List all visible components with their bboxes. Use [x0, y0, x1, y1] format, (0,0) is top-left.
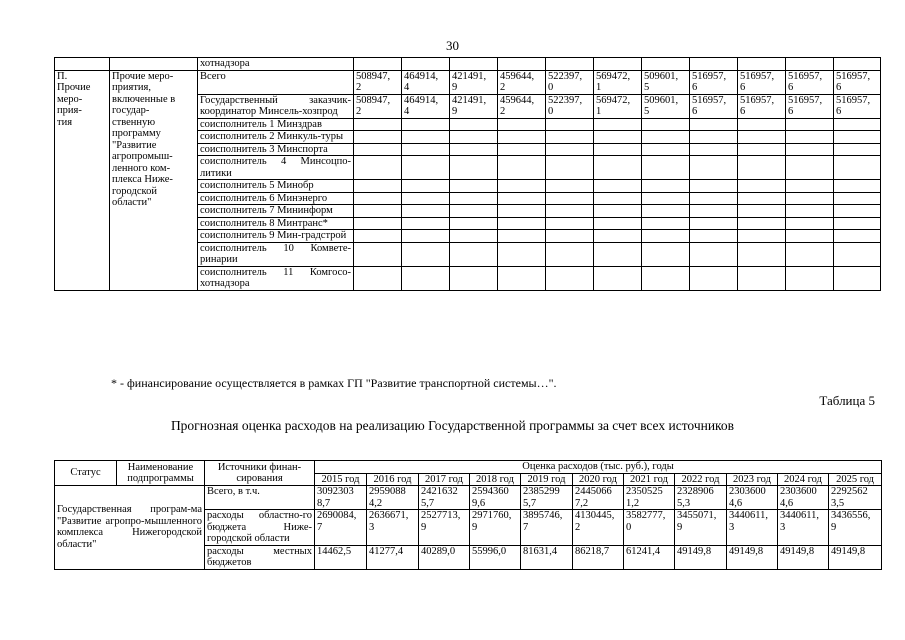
value-cell [498, 242, 546, 266]
value-cell [594, 180, 642, 193]
value-cell: 2527713, 9 [419, 510, 470, 546]
value-cell: 516957, 6 [690, 70, 738, 94]
value-cell [546, 143, 594, 156]
value-cell [738, 118, 786, 131]
value-cell [594, 156, 642, 180]
value-cell [450, 131, 498, 144]
value-cell: 509601, 5 [642, 70, 690, 94]
value-cell [834, 242, 881, 266]
value-cell [450, 118, 498, 131]
value-cell [546, 217, 594, 230]
value-cell: 2636671, 3 [367, 510, 419, 546]
value-cell [642, 205, 690, 218]
value-cell [450, 230, 498, 243]
value-cell [786, 156, 834, 180]
value-cell: 2959088 4,2 [367, 486, 419, 510]
value-cell: 2594360 9,6 [470, 486, 521, 510]
value-cell: 569472, 1 [594, 70, 642, 94]
value-cell [354, 192, 402, 205]
source-label: Всего [198, 70, 354, 94]
value-cell [402, 230, 450, 243]
value-cell: 516957, 6 [834, 70, 881, 94]
value-cell [642, 192, 690, 205]
value-cell [402, 205, 450, 218]
value-cell: 49149,8 [829, 545, 882, 569]
value-cell: 2421632 5,7 [419, 486, 470, 510]
value-cell: 61241,4 [624, 545, 675, 569]
table-row [55, 486, 882, 510]
value-cell [834, 131, 881, 144]
value-cell [498, 192, 546, 205]
value-cell: 40289,0 [419, 545, 470, 569]
source-label: соисполнитель 3 Минспорта [198, 143, 354, 156]
value-cell [642, 242, 690, 266]
value-cell [690, 58, 738, 71]
value-cell [594, 58, 642, 71]
value-cell [594, 143, 642, 156]
value-cell: 2303600 4,6 [727, 486, 778, 510]
value-cell [594, 205, 642, 218]
source-label: соисполнитель 8 Минтранс* [198, 217, 354, 230]
value-cell [402, 180, 450, 193]
value-cell [546, 180, 594, 193]
value-cell: 464914, 4 [402, 70, 450, 94]
value-cell [402, 266, 450, 290]
value-cell: 2971760, 9 [470, 510, 521, 546]
value-cell [498, 217, 546, 230]
value-cell: 2292562 3,5 [829, 486, 882, 510]
value-cell: 508947, 2 [354, 94, 402, 118]
value-cell [690, 217, 738, 230]
year-header: 2018 год [470, 473, 521, 486]
value-cell [354, 266, 402, 290]
value-cell: 459644, 2 [498, 70, 546, 94]
value-cell: 3440611, 3 [778, 510, 829, 546]
value-cell [354, 58, 402, 71]
value-cell: 49149,8 [778, 545, 829, 569]
value-cell: 569472, 1 [594, 94, 642, 118]
value-cell: 2445066 7,2 [573, 486, 624, 510]
value-cell: 81631,4 [521, 545, 573, 569]
year-header: 2016 год [367, 473, 419, 486]
value-cell [786, 180, 834, 193]
value-cell: 86218,7 [573, 545, 624, 569]
value-cell [834, 192, 881, 205]
value-cell [834, 180, 881, 193]
value-cell [594, 266, 642, 290]
value-cell: 2303600 4,6 [778, 486, 829, 510]
value-cell: 55996,0 [470, 545, 521, 569]
value-cell [546, 192, 594, 205]
value-cell [354, 143, 402, 156]
value-cell [834, 266, 881, 290]
page-number: 30 [446, 38, 459, 53]
value-cell [354, 230, 402, 243]
value-cell [690, 156, 738, 180]
value-cell [690, 118, 738, 131]
value-cell: 14462,5 [315, 545, 367, 569]
value-cell [498, 118, 546, 131]
value-cell [786, 131, 834, 144]
value-cell [786, 242, 834, 266]
source-label: соисполнитель 2 Минкуль-туры [198, 131, 354, 144]
value-cell: 49149,8 [727, 545, 778, 569]
value-cell [738, 230, 786, 243]
value-cell: 516957, 6 [786, 70, 834, 94]
year-header: 2020 год [573, 473, 624, 486]
value-cell [402, 118, 450, 131]
value-cell [498, 143, 546, 156]
value-cell: 516957, 6 [738, 70, 786, 94]
value-cell [642, 118, 690, 131]
value-cell [498, 266, 546, 290]
value-cell: 516957, 6 [738, 94, 786, 118]
program-name-cell: Государственная програм-ма "Развитие агропро-мышленного комплекса Нижегородской области" [55, 486, 205, 570]
source-label: соисполнитель 1 Минздрав [198, 118, 354, 131]
value-cell [786, 266, 834, 290]
value-cell [354, 156, 402, 180]
table-row [55, 70, 881, 94]
value-cell [690, 131, 738, 144]
value-cell [450, 58, 498, 71]
value-cell: 3440611, 3 [727, 510, 778, 546]
value-cell [402, 242, 450, 266]
value-cell: 522397, 0 [546, 70, 594, 94]
value-cell [738, 143, 786, 156]
header-subprogram: Наименование подпрограммы [117, 461, 205, 486]
value-cell [498, 156, 546, 180]
year-header: 2019 год [521, 473, 573, 486]
value-cell: 516957, 6 [690, 94, 738, 118]
source-label: соисполнитель 4 Минсоцпо-литики [198, 156, 354, 180]
source-label: Всего, в т.ч. [205, 486, 315, 510]
source-label: Государственный заказчик-координатор Минсель-хозпрод [198, 94, 354, 118]
value-cell [834, 118, 881, 131]
table-row [55, 58, 881, 71]
value-cell [690, 143, 738, 156]
value-cell [834, 58, 881, 71]
table-label: Таблица 5 [819, 393, 875, 408]
value-cell: 2350525 1,2 [624, 486, 675, 510]
value-cell [738, 131, 786, 144]
value-cell [546, 118, 594, 131]
value-cell [642, 58, 690, 71]
value-cell: 516957, 6 [786, 94, 834, 118]
value-cell [594, 131, 642, 144]
value-cell: 421491, 9 [450, 94, 498, 118]
value-cell [642, 156, 690, 180]
source-label: соисполнитель 5 Минобр [198, 180, 354, 193]
value-cell [498, 205, 546, 218]
value-cell [450, 143, 498, 156]
value-cell [402, 192, 450, 205]
source-label: соисполнитель 9 Мин-градстрой [198, 230, 354, 243]
value-cell [546, 266, 594, 290]
value-cell [642, 180, 690, 193]
value-cell [354, 180, 402, 193]
value-cell: 3895746, 7 [521, 510, 573, 546]
source-label: расходы местных бюджетов [205, 545, 315, 569]
value-cell [690, 180, 738, 193]
value-cell [690, 266, 738, 290]
value-cell [450, 242, 498, 266]
header-estimate: Оценка расходов (тыс. руб.), годы [315, 461, 882, 474]
value-cell [402, 58, 450, 71]
value-cell [450, 217, 498, 230]
empty-cell [110, 58, 198, 71]
value-cell [786, 58, 834, 71]
value-cell: 459644, 2 [498, 94, 546, 118]
value-cell [402, 156, 450, 180]
source-label: соисполнитель 11 Комгосо-хотнадзора [198, 266, 354, 290]
value-cell [546, 58, 594, 71]
value-cell [738, 266, 786, 290]
value-cell: 2690084, 7 [315, 510, 367, 546]
year-header: 2017 год [419, 473, 470, 486]
value-cell [834, 156, 881, 180]
empty-cell [55, 58, 110, 71]
value-cell [594, 192, 642, 205]
value-cell [546, 205, 594, 218]
program-cell: Прочие меро- приятия, включенные в государ- ственную программу "Развитие агропромыш- ленного ком- плекса Ниже- городской области" [110, 70, 198, 290]
year-header: 2023 год [727, 473, 778, 486]
value-cell [642, 230, 690, 243]
value-cell [690, 242, 738, 266]
value-cell [498, 131, 546, 144]
value-cell: 516957, 6 [834, 94, 881, 118]
value-cell [402, 131, 450, 144]
value-cell [786, 192, 834, 205]
value-cell [450, 266, 498, 290]
value-cell [594, 217, 642, 230]
year-header: 2015 год [315, 473, 367, 486]
value-cell: 509601, 5 [642, 94, 690, 118]
value-cell [786, 217, 834, 230]
value-cell [450, 192, 498, 205]
value-cell [450, 180, 498, 193]
header-sources: Источники финан-сирования [205, 461, 315, 486]
year-header: 2022 год [675, 473, 727, 486]
value-cell [354, 242, 402, 266]
value-cell [354, 205, 402, 218]
value-cell [354, 131, 402, 144]
header-row [55, 461, 882, 474]
value-cell [498, 230, 546, 243]
value-cell: 2385299 5,7 [521, 486, 573, 510]
table-title: Прогнозная оценка расходов на реализацию Государственной программы за счет всех источников [170, 418, 735, 433]
value-cell [738, 180, 786, 193]
source-label: соисполнитель 7 Мининформ [198, 205, 354, 218]
value-cell [450, 156, 498, 180]
value-cell [786, 118, 834, 131]
value-cell [498, 58, 546, 71]
source-label: расходы областно-го бюджета Ниже-городской области [205, 510, 315, 546]
value-cell: 3582777, 0 [624, 510, 675, 546]
continuation-cell: хотнадзора [198, 58, 354, 71]
value-cell: 2328906 5,3 [675, 486, 727, 510]
value-cell: 4130445, 2 [573, 510, 624, 546]
value-cell [642, 217, 690, 230]
value-cell: 41277,4 [367, 545, 419, 569]
value-cell [546, 131, 594, 144]
value-cell [354, 118, 402, 131]
value-cell [738, 58, 786, 71]
table-top [54, 57, 881, 291]
value-cell [738, 192, 786, 205]
value-cell [834, 217, 881, 230]
value-cell: 3436556, 9 [829, 510, 882, 546]
value-cell [834, 205, 881, 218]
value-cell: 508947, 2 [354, 70, 402, 94]
value-cell [498, 180, 546, 193]
value-cell [786, 205, 834, 218]
value-cell: 3455071, 9 [675, 510, 727, 546]
value-cell: 522397, 0 [546, 94, 594, 118]
source-label: соисполнитель 6 Минэнерго [198, 192, 354, 205]
value-cell [402, 143, 450, 156]
value-cell [642, 266, 690, 290]
value-cell [546, 242, 594, 266]
value-cell [354, 217, 402, 230]
value-cell [594, 242, 642, 266]
value-cell [642, 131, 690, 144]
value-cell [594, 118, 642, 131]
table-bottom [54, 460, 882, 570]
value-cell [738, 205, 786, 218]
value-cell [642, 143, 690, 156]
year-header: 2021 год [624, 473, 675, 486]
value-cell [546, 156, 594, 180]
year-header: 2025 год [829, 473, 882, 486]
value-cell [690, 192, 738, 205]
footnote: * - финансирование осуществляется в рамках ГП "Развитие транспортной системы…". [111, 376, 557, 390]
value-cell: 3092303 8,7 [315, 486, 367, 510]
value-cell [738, 156, 786, 180]
value-cell [450, 205, 498, 218]
value-cell [546, 230, 594, 243]
value-cell: 464914, 4 [402, 94, 450, 118]
value-cell: 421491, 9 [450, 70, 498, 94]
year-header: 2024 год [778, 473, 829, 486]
source-label: соисполнитель 10 Комвете-ринарии [198, 242, 354, 266]
value-cell [786, 230, 834, 243]
status-cell: П. Прочие меро- прия- тия [55, 70, 110, 290]
value-cell [786, 143, 834, 156]
value-cell [738, 217, 786, 230]
header-status: Статус [55, 461, 117, 486]
value-cell [834, 143, 881, 156]
value-cell [594, 230, 642, 243]
value-cell: 49149,8 [675, 545, 727, 569]
value-cell [690, 230, 738, 243]
value-cell [690, 205, 738, 218]
value-cell [834, 230, 881, 243]
value-cell [402, 217, 450, 230]
value-cell [738, 242, 786, 266]
